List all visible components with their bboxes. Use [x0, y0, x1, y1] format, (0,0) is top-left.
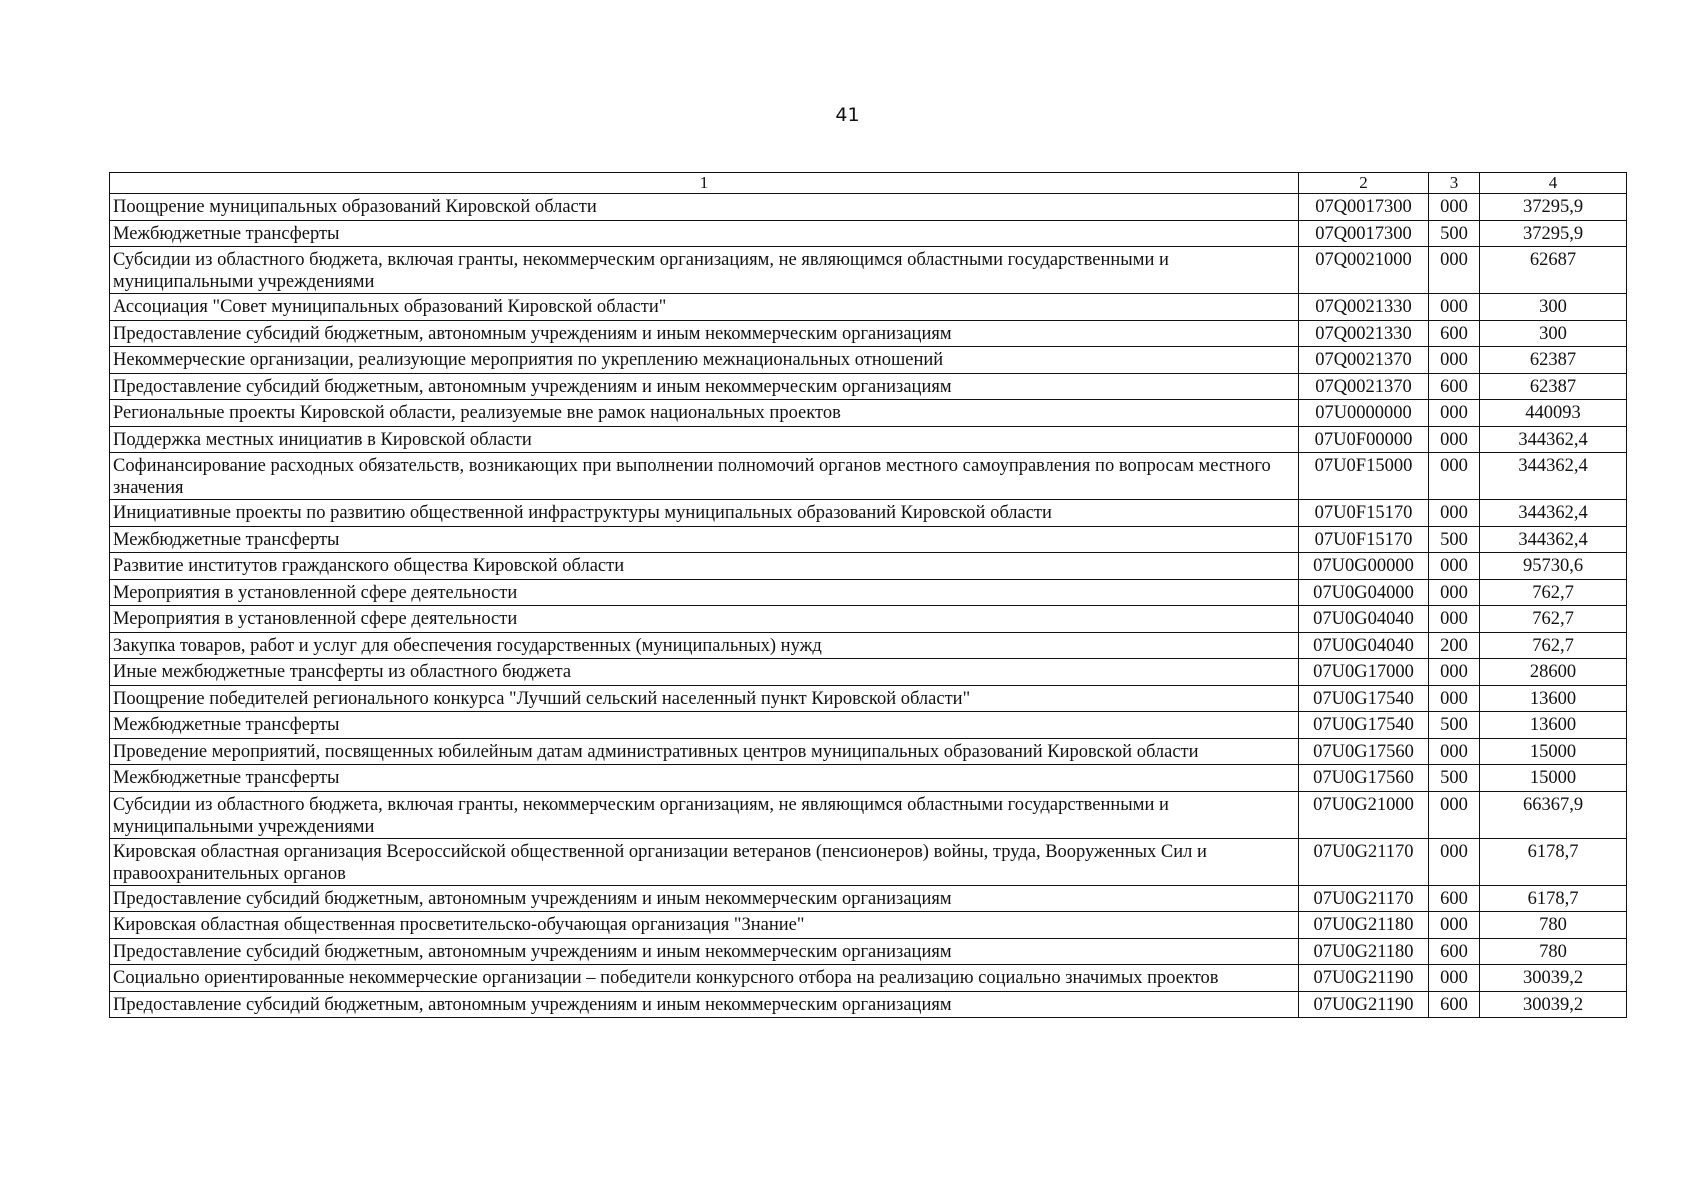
row-amount-cell: 780 [1480, 938, 1627, 965]
row-name-cell: Предоставление субсидий бюджетным, автономным учреждениям и иным некоммерческим организациям [110, 938, 1299, 965]
row-name-cell: Региональные проекты Кировской области, реализуемые вне рамок национальных проектов [110, 400, 1299, 427]
row-amount-cell: 62387 [1480, 373, 1627, 400]
row-amount-cell: 344362,4 [1480, 426, 1627, 453]
row-amount-cell: 344362,4 [1480, 500, 1627, 527]
row-name-cell: Межбюджетные трансферты [110, 765, 1299, 792]
table-row [110, 659, 1627, 686]
row-name-cell: Межбюджетные трансферты [110, 712, 1299, 739]
row-amount-cell: 762,7 [1480, 606, 1627, 633]
row-name-cell: Софинансирование расходных обязательств, возникающих при выполнении полномочий органов местного самоуправления по вопросам местного значения [110, 453, 1299, 500]
row-code-cell: 07Q0021370 [1299, 373, 1429, 400]
row-name-cell: Развитие институтов гражданского общества Кировской области [110, 553, 1299, 580]
row-type-cell: 000 [1429, 400, 1480, 427]
row-type-cell: 600 [1429, 991, 1480, 1018]
table-row [110, 220, 1627, 247]
table-row [110, 500, 1627, 527]
row-code-cell: 07U0G21190 [1299, 991, 1429, 1018]
row-name-cell: Субсидии из областного бюджета, включая гранты, некоммерческим организациям, не являющимся областными государственными и муниципальными учреждениями [110, 791, 1299, 838]
row-amount-cell: 300 [1480, 320, 1627, 347]
row-amount-cell: 13600 [1480, 712, 1627, 739]
row-type-cell: 600 [1429, 373, 1480, 400]
table-row [110, 791, 1627, 838]
row-name-cell: Мероприятия в установленной сфере деятельности [110, 579, 1299, 606]
table-row [110, 526, 1627, 553]
row-amount-cell: 30039,2 [1480, 965, 1627, 992]
row-type-cell: 500 [1429, 712, 1480, 739]
table-row [110, 885, 1627, 912]
row-name-cell: Субсидии из областного бюджета, включая гранты, некоммерческим организациям, не являющимся областными государственными и муниципальными учреждениями [110, 247, 1299, 294]
table-row [110, 320, 1627, 347]
table-row [110, 838, 1627, 885]
row-name-cell: Закупка товаров, работ и услуг для обеспечения государственных (муниципальных) нужд [110, 632, 1299, 659]
row-amount-cell: 15000 [1480, 765, 1627, 792]
header-col-4: 4 [1480, 173, 1627, 194]
row-name-cell: Кировская областная общественная просветительско-обучающая организация "Знание" [110, 912, 1299, 939]
row-type-cell: 000 [1429, 659, 1480, 686]
table-row [110, 938, 1627, 965]
row-code-cell: 07U0G17540 [1299, 712, 1429, 739]
row-type-cell: 000 [1429, 579, 1480, 606]
table-row [110, 194, 1627, 221]
row-code-cell: 07U0G21170 [1299, 885, 1429, 912]
row-name-cell: Межбюджетные трансферты [110, 526, 1299, 553]
row-code-cell: 07U0F15170 [1299, 526, 1429, 553]
row-code-cell: 07U0G17000 [1299, 659, 1429, 686]
row-type-cell: 200 [1429, 632, 1480, 659]
row-name-cell: Предоставление субсидий бюджетным, автономным учреждениям и иным некоммерческим организациям [110, 373, 1299, 400]
row-code-cell: 07U0G00000 [1299, 553, 1429, 580]
row-type-cell: 000 [1429, 347, 1480, 374]
table-row [110, 247, 1627, 294]
row-type-cell: 000 [1429, 453, 1480, 500]
row-type-cell: 500 [1429, 526, 1480, 553]
row-amount-cell: 780 [1480, 912, 1627, 939]
row-type-cell: 000 [1429, 294, 1480, 321]
row-name-cell: Межбюджетные трансферты [110, 220, 1299, 247]
row-code-cell: 07U0F15170 [1299, 500, 1429, 527]
table-row [110, 400, 1627, 427]
page-number: 41 [835, 104, 860, 126]
table-row [110, 553, 1627, 580]
table-row [110, 712, 1627, 739]
row-type-cell: 000 [1429, 194, 1480, 221]
row-code-cell: 07U0G04040 [1299, 606, 1429, 633]
table-row [110, 606, 1627, 633]
row-code-cell: 07U0G17560 [1299, 738, 1429, 765]
row-name-cell: Поддержка местных инициатив в Кировской области [110, 426, 1299, 453]
row-code-cell: 07U0G21180 [1299, 912, 1429, 939]
table-row [110, 373, 1627, 400]
row-amount-cell: 6178,7 [1480, 885, 1627, 912]
row-amount-cell: 62687 [1480, 247, 1627, 294]
row-amount-cell: 344362,4 [1480, 453, 1627, 500]
table-row [110, 632, 1627, 659]
row-amount-cell: 6178,7 [1480, 838, 1627, 885]
row-type-cell: 000 [1429, 606, 1480, 633]
row-type-cell: 000 [1429, 426, 1480, 453]
row-type-cell: 000 [1429, 965, 1480, 992]
row-amount-cell: 344362,4 [1480, 526, 1627, 553]
row-amount-cell: 30039,2 [1480, 991, 1627, 1018]
row-amount-cell: 66367,9 [1480, 791, 1627, 838]
row-code-cell: 07U0G04040 [1299, 632, 1429, 659]
row-name-cell: Ассоциация "Совет муниципальных образований Кировской области" [110, 294, 1299, 321]
table-row [110, 426, 1627, 453]
row-code-cell: 07U0F00000 [1299, 426, 1429, 453]
table-row [110, 991, 1627, 1018]
header-col-2: 2 [1299, 173, 1429, 194]
table-row [110, 579, 1627, 606]
row-code-cell: 07Q0021000 [1299, 247, 1429, 294]
table-row [110, 685, 1627, 712]
table-row [110, 765, 1627, 792]
row-type-cell: 000 [1429, 553, 1480, 580]
table-row [110, 294, 1627, 321]
row-amount-cell: 15000 [1480, 738, 1627, 765]
row-amount-cell: 440093 [1480, 400, 1627, 427]
row-amount-cell: 95730,6 [1480, 553, 1627, 580]
table-row [110, 965, 1627, 992]
row-type-cell: 500 [1429, 765, 1480, 792]
row-type-cell: 000 [1429, 247, 1480, 294]
row-code-cell: 07Q0021370 [1299, 347, 1429, 374]
row-amount-cell: 62387 [1480, 347, 1627, 374]
row-code-cell: 07U0F15000 [1299, 453, 1429, 500]
row-amount-cell: 762,7 [1480, 632, 1627, 659]
row-code-cell: 07U0G17540 [1299, 685, 1429, 712]
table-body [110, 194, 1627, 1018]
row-type-cell: 500 [1429, 220, 1480, 247]
row-code-cell: 07Q0021330 [1299, 320, 1429, 347]
row-type-cell: 000 [1429, 685, 1480, 712]
row-amount-cell: 28600 [1480, 659, 1627, 686]
row-code-cell: 07U0G21170 [1299, 838, 1429, 885]
row-type-cell: 000 [1429, 791, 1480, 838]
table-row [110, 912, 1627, 939]
row-type-cell: 000 [1429, 738, 1480, 765]
header-col-3: 3 [1429, 173, 1480, 194]
row-name-cell: Предоставление субсидий бюджетным, автономным учреждениям и иным некоммерческим организациям [110, 885, 1299, 912]
row-type-cell: 000 [1429, 838, 1480, 885]
header-col-1: 1 [110, 173, 1299, 194]
table-row [110, 738, 1627, 765]
row-code-cell: 07Q0017300 [1299, 194, 1429, 221]
row-name-cell: Проведение мероприятий, посвященных юбилейным датам административных центров муниципальных образований Кировской области [110, 738, 1299, 765]
row-amount-cell: 37295,9 [1480, 220, 1627, 247]
row-name-cell: Социально ориентированные некоммерческие организации – победители конкурсного отбора на реализацию социально значимых проектов [110, 965, 1299, 992]
row-type-cell: 600 [1429, 885, 1480, 912]
row-amount-cell: 762,7 [1480, 579, 1627, 606]
row-code-cell: 07Q0021330 [1299, 294, 1429, 321]
row-amount-cell: 300 [1480, 294, 1627, 321]
row-name-cell: Предоставление субсидий бюджетным, автономным учреждениям и иным некоммерческим организациям [110, 320, 1299, 347]
row-code-cell: 07U0G04000 [1299, 579, 1429, 606]
row-name-cell: Предоставление субсидий бюджетным, автономным учреждениям и иным некоммерческим организациям [110, 991, 1299, 1018]
row-code-cell: 07U0000000 [1299, 400, 1429, 427]
row-name-cell: Поощрение победителей регионального конкурса "Лучший сельский населенный пункт Кировской области" [110, 685, 1299, 712]
header-row [110, 173, 1627, 194]
row-name-cell: Некоммерческие организации, реализующие мероприятия по укреплению межнациональных отношений [110, 347, 1299, 374]
row-code-cell: 07Q0017300 [1299, 220, 1429, 247]
row-name-cell: Поощрение муниципальных образований Кировской области [110, 194, 1299, 221]
row-type-cell: 600 [1429, 320, 1480, 347]
row-code-cell: 07U0G17560 [1299, 765, 1429, 792]
budget-table [109, 172, 1627, 1018]
row-code-cell: 07U0G21190 [1299, 965, 1429, 992]
row-amount-cell: 13600 [1480, 685, 1627, 712]
table-row [110, 347, 1627, 374]
row-code-cell: 07U0G21000 [1299, 791, 1429, 838]
row-type-cell: 600 [1429, 938, 1480, 965]
row-name-cell: Инициативные проекты по развитию общественной инфраструктуры муниципальных образований Кировской области [110, 500, 1299, 527]
row-type-cell: 000 [1429, 912, 1480, 939]
row-name-cell: Иные межбюджетные трансферты из областного бюджета [110, 659, 1299, 686]
row-type-cell: 000 [1429, 500, 1480, 527]
table-row [110, 453, 1627, 500]
row-name-cell: Кировская областная организация Всероссийской общественной организации ветеранов (пенсионеров) войны, труда, Вооруженных Сил и правоохранительных органов [110, 838, 1299, 885]
row-amount-cell: 37295,9 [1480, 194, 1627, 221]
row-code-cell: 07U0G21180 [1299, 938, 1429, 965]
row-name-cell: Мероприятия в установленной сфере деятельности [110, 606, 1299, 633]
